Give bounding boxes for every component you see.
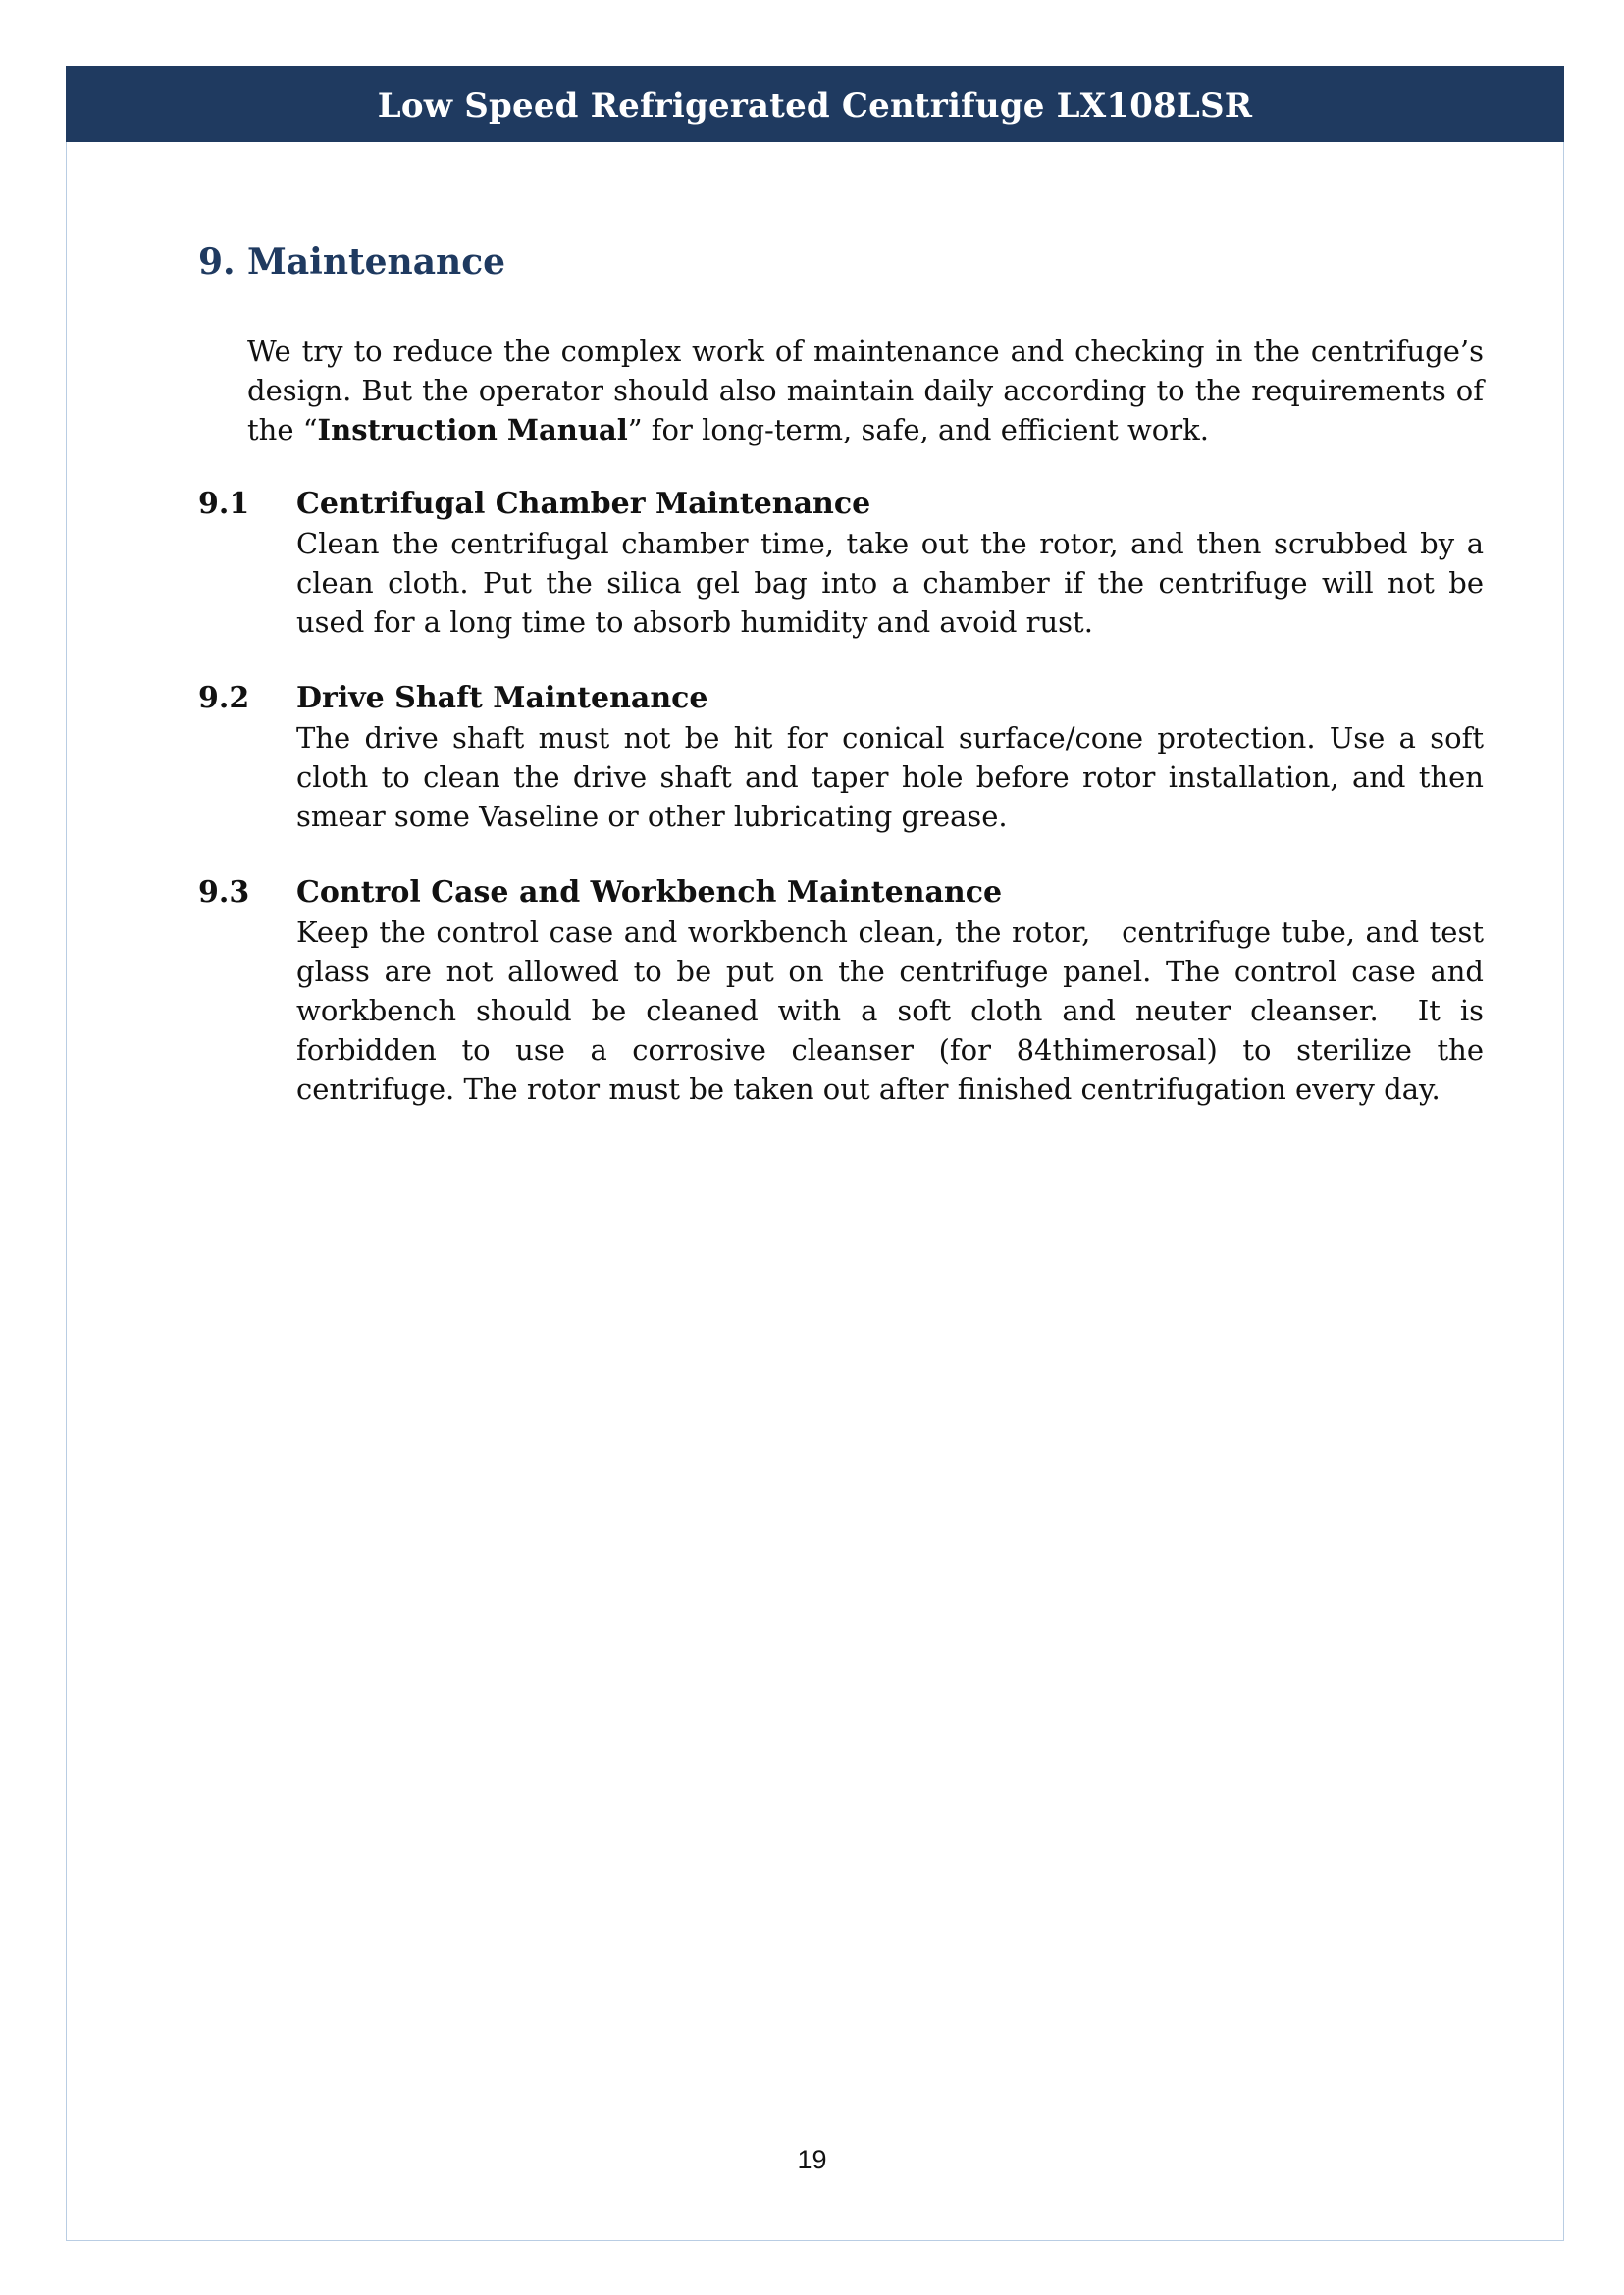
- subsection-9-3: [198, 873, 1493, 1109]
- subsection-9-2: [198, 679, 1484, 836]
- intro-text-start: We try to reduce the complex work of maintenance and checking in the centrifuge’s design. But the operator should also maintain daily according to the requirements of the “: [247, 335, 1484, 446]
- subsection-title: Control Case and Workbench Maintenance: [296, 875, 1003, 910]
- subsection-title: Drive Shaft Maintenance: [296, 681, 708, 715]
- subsection-heading: [198, 485, 1484, 524]
- intro-bold-manual: Instruction Manual: [317, 413, 628, 446]
- subsection-body: Clean the centrifugal chamber time, take out the rotor, and then scrubbed by a clean cloth. Put the silica gel bag into a chamber if the centrifuge will not be used for a long time to absorb humidity and avoid rust.: [296, 527, 1484, 639]
- section-heading: [198, 241, 505, 283]
- subsection-heading: [198, 873, 1484, 913]
- subsection-body: Keep the control case and workbench clean, the rotor, centrifuge tube, and test glass are not allowed to be put on the centrifuge panel. The control case and workbench should be cleaned with a soft cloth and neuter cleanser. It is forbidden to use a corrosive cleanser (for 84thimerosal) to sterilize the centrifuge. The rotor must be taken out after finished centrifugation every day.: [296, 915, 1493, 1106]
- section-title: Maintenance: [247, 241, 506, 283]
- subsection-title: Centrifugal Chamber Maintenance: [296, 487, 871, 521]
- document-title: Low Speed Refrigerated Centrifuge LX108LSR: [377, 86, 1253, 126]
- page-number: 19: [797, 2145, 827, 2174]
- subsection-number: 9.3: [198, 875, 250, 910]
- header-bar: [66, 66, 1564, 142]
- intro-text-end: ” for long-term, safe, and efficient work.: [627, 413, 1209, 446]
- subsection-9-1: [198, 485, 1484, 642]
- section-number: 9.: [198, 241, 236, 283]
- subsection-heading: [198, 679, 1484, 718]
- section-intro: [247, 332, 1484, 449]
- subsection-body: The drive shaft must not be hit for conical surface/cone protection. Use a soft cloth to clean the drive shaft and taper hole before rotor installation, and then smear some Vaseline or other lubricating grease.: [296, 721, 1484, 833]
- subsection-number: 9.2: [198, 681, 250, 715]
- subsection-number: 9.1: [198, 487, 250, 521]
